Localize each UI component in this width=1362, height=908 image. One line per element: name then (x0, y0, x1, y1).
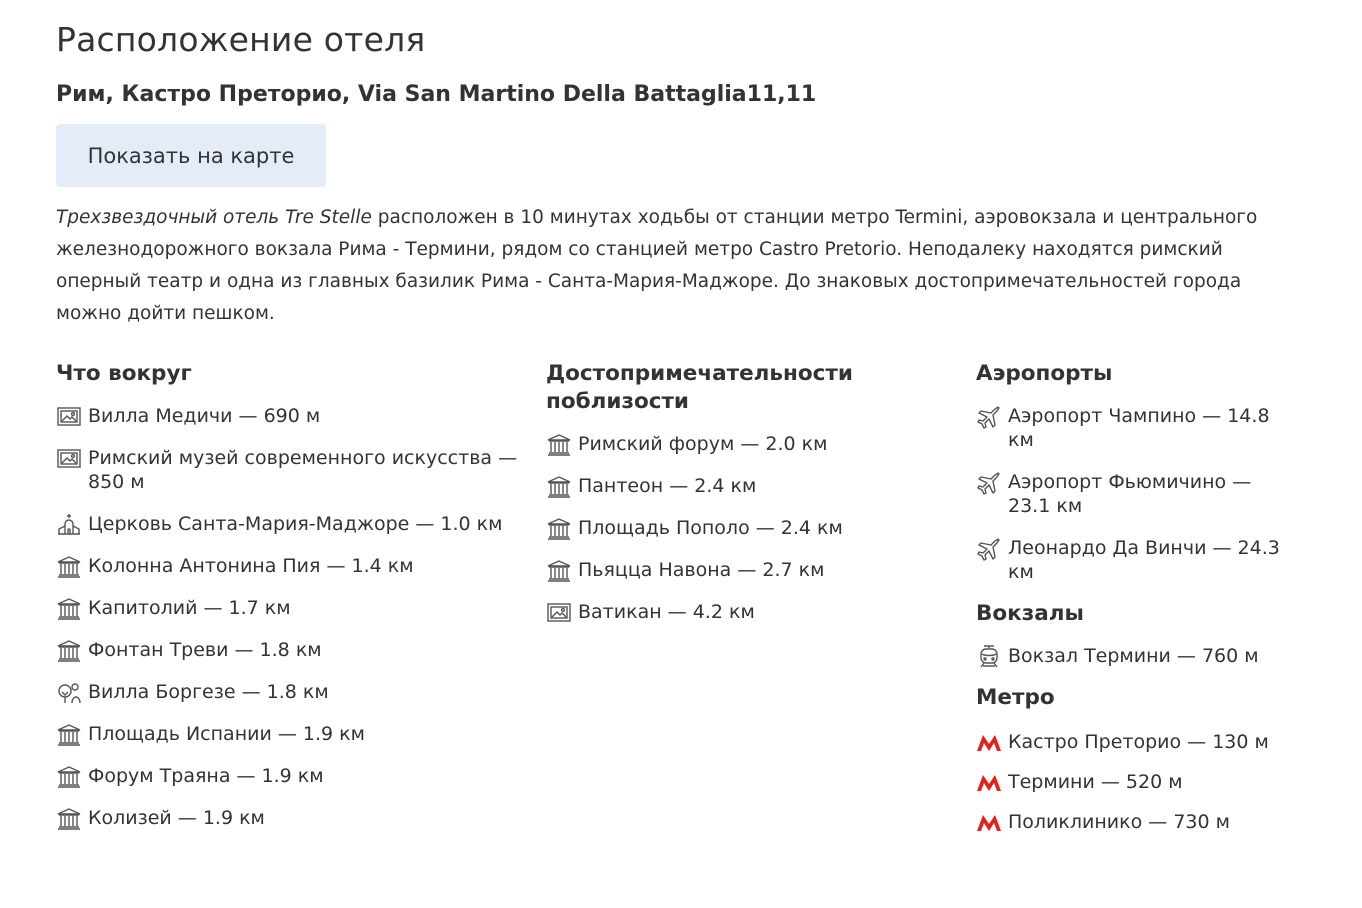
list-item (56, 404, 531, 428)
metro-icon (976, 731, 1002, 755)
monument-icon (56, 555, 82, 579)
list-item (56, 806, 531, 830)
airplane-icon (976, 405, 1002, 429)
list-item (546, 516, 956, 540)
list-item (56, 680, 531, 704)
list-item-label: Римский форум — 2.0 км (578, 433, 828, 455)
list-item (56, 554, 531, 578)
list-item-label: Форум Траяна — 1.9 км (88, 765, 324, 787)
stations-heading: Вокзалы (976, 601, 1084, 626)
hotel-address: Рим, Кастро Преторио, Via San Martino Della Battaglia11,11 (56, 82, 817, 107)
list-item (546, 600, 956, 624)
list-item-label: Церковь Санта-Мария-Маджоре — 1.0 км (88, 513, 503, 535)
sights-heading: Достопримечательности поблизости (546, 361, 853, 414)
picture-icon (546, 601, 572, 625)
church-icon (56, 513, 82, 537)
transport-section (976, 360, 1296, 834)
monument-icon (546, 433, 572, 457)
sights-list (546, 432, 956, 624)
metro-heading: Метро (976, 685, 1055, 710)
monument-icon (56, 723, 82, 747)
list-item (546, 432, 956, 456)
list-item-label: Поликлинико — 730 м (1008, 811, 1230, 833)
list-item (976, 536, 1296, 584)
stations-list (976, 644, 1296, 668)
list-item-label: Колизей — 1.9 км (88, 807, 265, 829)
train-icon (976, 645, 1002, 669)
airports-list (976, 404, 1296, 584)
description-text: расположен в 10 минутах ходьбы от станции метро Termini, аэровокзала и центрального железнодорожного вокзала Рима - Термини, рядом со станцией метро Castro Pretorio. Неподалеку находятся римский оперный театр и одна из главных базилик Рима - Санта-Мария-Маджоре. До знаковых достопримечательностей города можно дойти пешком. (56, 207, 1258, 324)
metro-icon (976, 811, 1002, 835)
monument-icon (56, 597, 82, 621)
list-item-label: Аэропорт Чампино — 14.8 км (1008, 405, 1270, 451)
around-list (56, 404, 531, 830)
list-item (56, 512, 531, 536)
list-item-label: Термини — 520 м (1008, 771, 1183, 793)
monument-icon (546, 517, 572, 541)
list-item (976, 810, 1296, 834)
picture-icon (56, 405, 82, 429)
list-item-label: Леонардо Да Винчи — 24.3 км (1008, 537, 1280, 583)
list-item (56, 446, 531, 494)
around-section (56, 360, 531, 830)
list-item-label: Вилла Медичи — 690 м (88, 405, 321, 427)
description-hotel-name: Трехзвездочный отель Tre Stelle (56, 207, 372, 228)
list-item-label: Площадь Испании — 1.9 км (88, 723, 365, 745)
metro-list (976, 730, 1296, 834)
list-item-label: Пантеон — 2.4 км (578, 475, 757, 497)
airplane-icon (976, 537, 1002, 561)
list-item-label: Фонтан Треви — 1.8 км (88, 639, 322, 661)
list-item (976, 404, 1296, 452)
metro-icon (976, 771, 1002, 795)
list-item-label: Пьяцца Навона — 2.7 км (578, 559, 825, 581)
list-item (56, 638, 531, 662)
monument-icon (546, 559, 572, 583)
list-item (976, 470, 1296, 518)
airplane-icon (976, 471, 1002, 495)
list-item-label: Колонна Антонина Пия — 1.4 км (88, 555, 414, 577)
list-item-label: Римский музей современного искусства — 850 м (88, 447, 518, 493)
show-on-map-button[interactable]: Показать на карте (56, 124, 326, 187)
hotel-description (56, 202, 1296, 330)
list-item-label: Капитолий — 1.7 км (88, 597, 291, 619)
list-item (976, 644, 1296, 668)
list-item-label: Ватикан — 4.2 км (578, 601, 755, 623)
monument-icon (56, 807, 82, 831)
list-item (56, 596, 531, 620)
around-heading: Что вокруг (56, 361, 192, 386)
list-item (56, 722, 531, 746)
list-item (546, 558, 956, 582)
monument-icon (56, 639, 82, 663)
sights-section (546, 360, 956, 624)
list-item (546, 474, 956, 498)
list-item (56, 764, 531, 788)
monument-icon (56, 765, 82, 789)
airports-heading: Аэропорты (976, 361, 1113, 386)
list-item (976, 770, 1296, 794)
list-item (976, 730, 1296, 754)
list-item-label: Вокзал Термини — 760 м (1008, 645, 1259, 667)
list-item-label: Вилла Боргезе — 1.8 км (88, 681, 329, 703)
park-icon (56, 681, 82, 705)
page-title: Расположение отеля (56, 20, 426, 59)
list-item-label: Кастро Преторио — 130 м (1008, 731, 1269, 753)
picture-icon (56, 447, 82, 471)
list-item-label: Площадь Пополо — 2.4 км (578, 517, 843, 539)
monument-icon (546, 475, 572, 499)
list-item-label: Аэропорт Фьюмичино — 23.1 км (1008, 471, 1252, 517)
